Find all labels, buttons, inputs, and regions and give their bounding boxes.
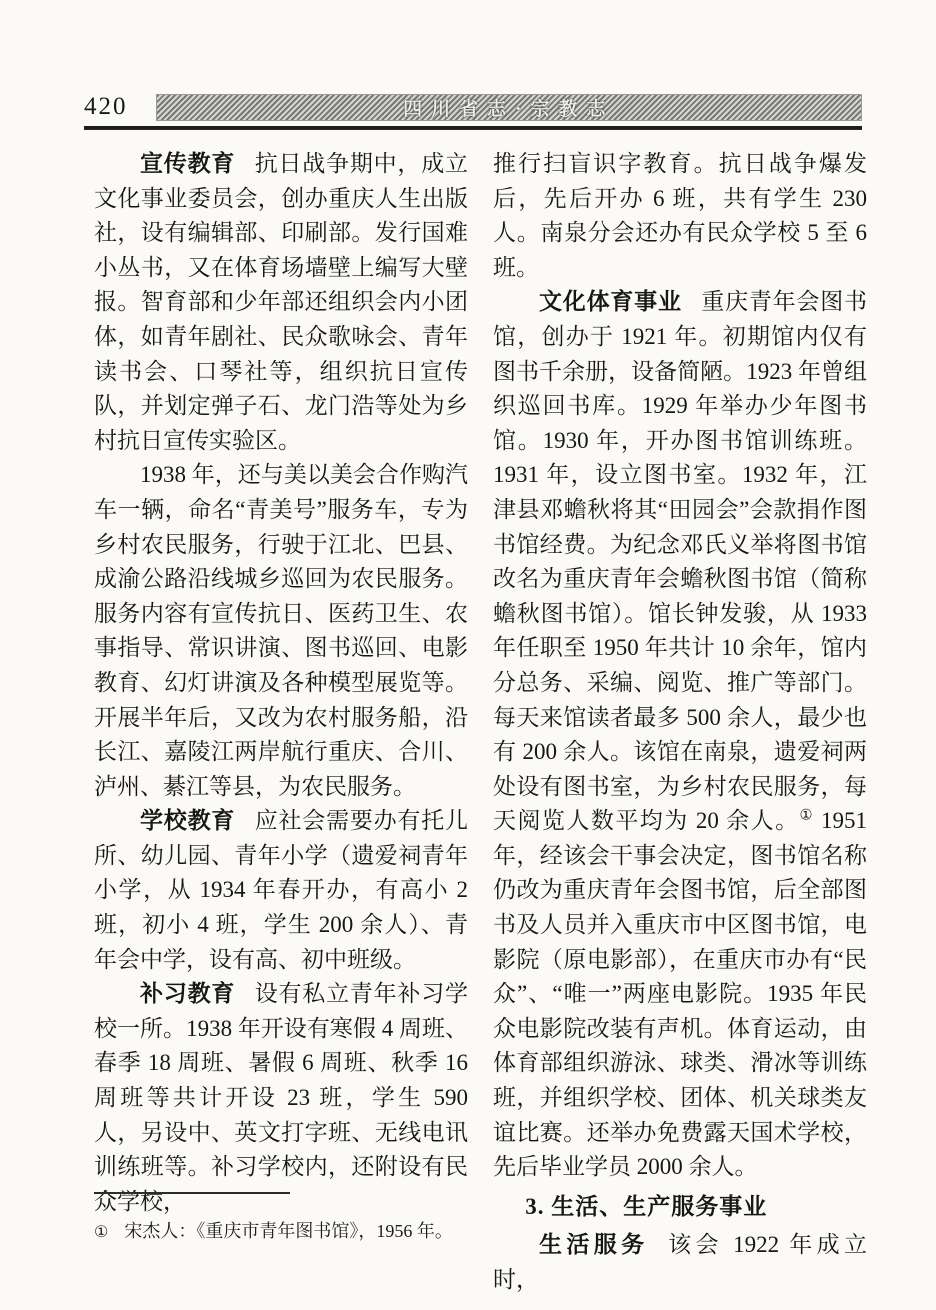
section-heading: 3. 生活、生产服务事业: [525, 1193, 768, 1219]
page-header: [84, 93, 862, 121]
paragraph-lead: 学校教育: [140, 808, 236, 834]
header-rule: [84, 126, 862, 130]
paragraph-text: 重庆青年会图书馆，创办于 1921 年。初期馆内仅有图书千余册，设备简陋。1923 年曾组织巡回书库。1929 年举办少年图书馆。1930 年，开办图书馆训练班。1931 年，设立图书室。1932 年，江津县邓蟾秋将其“田园会”会款捐作图书馆经费。为纪念邓氏义举将图书馆改名为重庆青年会蟾秋图书馆（简称蟾秋图书馆）。馆长钟发骏，从 1933 年任职至 1950 年共计 10 余年，馆内分总务、采编、阅览、推广等部门。每天来馆读者最多 500 余人，最少也有 200 余人。该馆在南泉，遗爱祠两处设有图书室，为乡村农民服务，每天阅览人数平均为 20 余人。: [493, 289, 868, 834]
running-title: 四川省志·宗教志: [403, 98, 615, 120]
paragraph-continuation: [493, 147, 867, 285]
paragraph-lead: 宣传教育: [140, 151, 236, 176]
paragraph-text: 设有私立青年补习学校一所。1938 年开设有寒假 4 周班、春季 18 周班、暑假 6 周班、秋季 16 周班等共计开设 23 班，学生 590 人，另设中、英文打字班、无线电讯训练班等。补习学校内，还附设有民众学校，: [94, 981, 469, 1214]
paragraph-service-car: [94, 458, 468, 804]
paragraph-text: 该会 1922 年成立时，: [493, 1232, 868, 1292]
paragraph-lead: 文化体育事业: [539, 289, 682, 315]
paragraph-tutoring-education: [94, 977, 468, 1219]
paragraph-text: 应社会需要办有托儿所、幼儿园、青年小学（遗爱祠青年小学，从 1934 年春开办，有高小 2 班，初小 4 班，学生 200 余人）、青年会中学，设有高、初中班级。: [94, 808, 469, 972]
paragraph-text: 1938 年，还与美以美会合作购汽车一辆，命名“青美号”服务车，专为乡村农民服务，行驶于江北、巴县、成渝公路沿线城乡巡回为农民服务。服务内容有宣传抗日、医药卫生、农事指导、常识讲演、图书巡回、电影教育、幻灯讲演及各种模型展览等。开展半年后，又改为农村服务船，沿长江、嘉陵江两岸航行重庆、合川、泸州、綦江等县，为农民服务。: [94, 462, 468, 799]
running-title-band: [156, 94, 863, 121]
paragraph-text: 抗日战争期中，成立文化事业委员会，创办重庆人生出版社，设有编辑部、印刷部。发行国难小丛书，又在体育场墙壁上编写大壁报。智育部和少年部还组织会内小团体，如青年剧社、民众歌咏会、青年读书会、口琴社等，组织抗日宣传队，并划定弹子石、龙门浩等处为乡村抗日宣传实验区。: [94, 151, 469, 453]
paragraph-lead: 补习教育: [140, 981, 236, 1007]
paragraph-culture-sports: [493, 285, 867, 1184]
footnote-divider: [94, 1192, 290, 1194]
footnote-marker: ①: [94, 1224, 109, 1241]
page-number: 420: [84, 93, 128, 120]
paragraph-school-education: [94, 804, 468, 977]
paragraph-text: 推行扫盲识字教育。抗日战争爆发后，先后开办 6 班，共有学生 230 人。南泉分会还办有民众学校 5 至 6 班。: [493, 151, 867, 280]
right-column: [493, 147, 867, 1298]
footnote-reference: ①: [799, 807, 814, 824]
paragraph-lead: 生活服务: [539, 1232, 649, 1258]
paragraph-text: 1951 年，经该会干事会决定，图书馆名称仍改为重庆青年会图书馆，后全部图书及人员并入重庆市中区图书馆，电影院（原电影部），在重庆市办有“民众”、“唯一”两座电影院。1935 年民众电影院改装有声机。体育运动，由体育部组织游泳、球类、滑冰等训练班，并组织学校、团体、机关球类友谊比赛。还举办免费露天国术学校，先后毕业学员 2000 余人。: [493, 808, 868, 1180]
paragraph-life-service: [493, 1228, 867, 1297]
text-columns: [94, 147, 867, 1298]
footnote: [94, 1218, 494, 1246]
left-column: [94, 147, 468, 1298]
footnote-block: [94, 1192, 494, 1246]
footnote-text: 宋杰人：《重庆市青年图书馆》，1956 年。: [124, 1221, 453, 1241]
paragraph-propaganda-education: [94, 147, 468, 458]
